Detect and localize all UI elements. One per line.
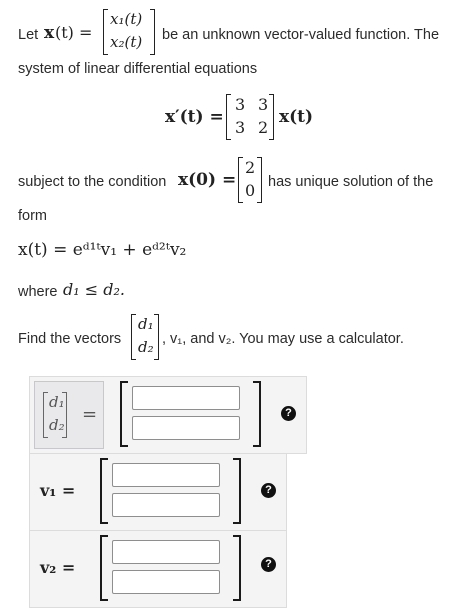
where-inequality: d₁ ≤ d₂. — [63, 280, 125, 299]
d1-label: d₁ — [49, 393, 65, 411]
x-component-matrix — [103, 9, 155, 55]
c1: 2 — [245, 158, 256, 177]
answer-bracket-right — [233, 458, 241, 524]
answer-row-v1 — [29, 453, 287, 531]
c2: 0 — [245, 181, 256, 200]
intro-line2: system of linear differential equations — [18, 61, 258, 77]
v2-bottom-input[interactable] — [112, 570, 220, 594]
equals-sign: = — [82, 404, 98, 425]
answer-row-eigenvalues — [29, 376, 307, 454]
d2-input[interactable] — [132, 416, 240, 440]
solution-form: x(t) = eᵈ¹ᵗv₁ + eᵈ²ᵗv₂ — [18, 240, 187, 260]
answer-row-v2 — [29, 530, 287, 608]
condition-before: subject to the condition — [18, 174, 167, 190]
system-rhs: x(t) — [279, 107, 314, 127]
v1-label: v₁ = — [40, 481, 76, 500]
intro-after: be an unknown vector-valued function. The — [162, 27, 440, 43]
condition-after: has unique solution of the — [268, 174, 434, 190]
find-after: , v₁, and v₂. You may use a calculator. — [162, 331, 404, 347]
x0-symbol: x(0) = — [178, 170, 237, 190]
help-icon[interactable]: ? — [261, 483, 276, 498]
eigenvalue-label-box — [34, 381, 104, 449]
condition-line2: form — [18, 208, 47, 224]
x1-entry: x₁(t) — [110, 10, 143, 28]
answer-bracket-right — [233, 535, 241, 601]
a21: 3 — [235, 118, 246, 137]
answer-bracket-left — [100, 458, 108, 524]
system-lhs: x′(t) = — [165, 107, 224, 127]
v1-top-input[interactable] — [112, 463, 220, 487]
a22: 2 — [258, 118, 269, 137]
help-icon[interactable]: ? — [281, 406, 296, 421]
d-vector-label — [43, 392, 67, 438]
x2-entry: x₂(t) — [110, 33, 143, 51]
initial-vector — [238, 157, 262, 203]
find-before: Find the vectors — [18, 331, 122, 347]
coefficient-matrix — [226, 94, 274, 140]
x-symbol: x — [44, 23, 55, 43]
where-label: where — [18, 284, 58, 300]
v2-top-input[interactable] — [112, 540, 220, 564]
v2-label: v₂ = — [40, 558, 76, 577]
help-icon[interactable]: ? — [261, 557, 276, 572]
answer-bracket-right — [253, 381, 261, 447]
answer-bracket-left — [120, 381, 128, 447]
x-arg: (t) = — [55, 23, 93, 42]
v1-bottom-input[interactable] — [112, 493, 220, 517]
a11: 3 — [235, 95, 246, 114]
d2-label: d₂ — [49, 416, 65, 434]
d2-entry: d₂ — [138, 338, 154, 356]
d-vector — [131, 314, 159, 360]
d1-entry: d₁ — [138, 315, 154, 333]
d1-input[interactable] — [132, 386, 240, 410]
let-word: Let — [18, 27, 39, 43]
a12: 3 — [258, 95, 269, 114]
answer-bracket-left — [100, 535, 108, 601]
